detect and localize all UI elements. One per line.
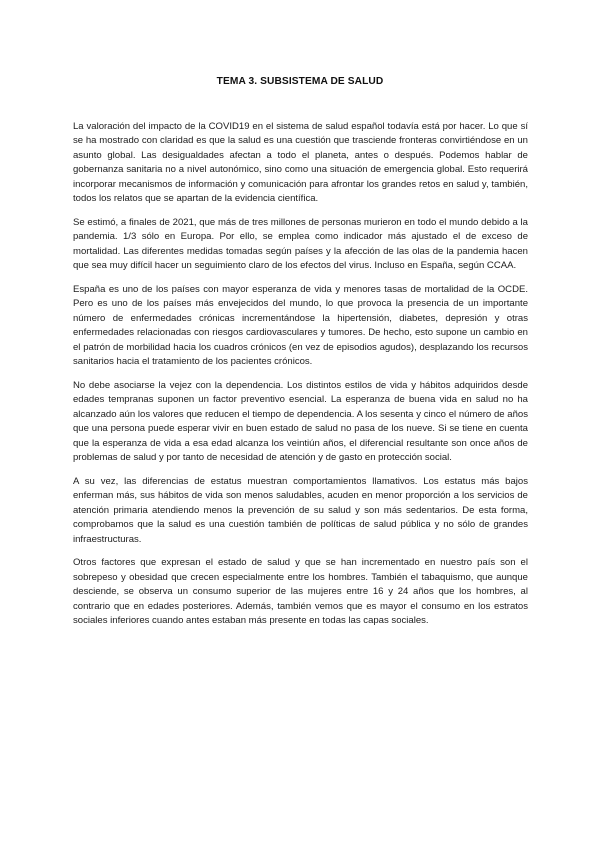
document-title: TEMA 3. SUBSISTEMA DE SALUD [216,76,384,87]
paragraph-mortality: Se estimó, a finales de 2021, que más de tres millones de personas murieron en todo el mundo debido a la pandemia. 1/3 sólo en Europa. Por ello, se emplea como indicador más ajustado el de exceso de mortalidad. Las diferentes medidas tomadas según países y la afección de las olas de la pandemia hacen que sea muy difícil hacer un seguimiento claro de los efectos del virus. Incluso en España, según CCAA. [73,216,528,272]
paragraph-aging-dependency: No debe asociarse la vejez con la dependencia. Los distintos estilos de vida y hábitos adquiridos desde edades tempranas suponen un factor preventivo esencial. La esperanza de buena vida en salud no ha alcanzado aún los valores que reducen el tiempo de dependencia. A los sesenta y cinco el número de años que una persona puede esperar vivir en buen estado de salud no pasa de los nueve. Si se tiene en cuenta que la esperanza de vida a esa edad alcanza los veintiún años, el diferencial resultante son once años de problemas de salud y por tanto de necesidad de atención y de gasto en protección social. [73,380,528,464]
paragraph-covid-impact: La valoración del impacto de la COVID19 en el sistema de salud español todavía está por hacer. Lo que sí se ha mostrado con claridad es que la salud es una cuestión que trasciende fronteras convirtiéndose en un asunto global. Las desigualdades afectan a todo el planeta, antes o después. Podemos hablar de gobernanza sanitaria no a nivel autonómico, sino como una situación de emergencia global. Esto requerirá incorporar mecanismos de información y comunicación para afrontar los grandes retos en salud y, también, todos los relatos que se apartan de la evidencia científica. [73,121,528,205]
paragraph-health-factors: Otros factores que expresan el estado de salud y que se han incrementado en nuestro país son el sobrepeso y obesidad que crecen especialmente entre los hombres. También el tabaquismo, que aunque desciende, se observa un consumo superior de las mujeres entre 16 y 24 años que los hombres, al contrario que en edades posteriores. Además, también vemos que es mayor el consumo en los estratos sociales inferiores cuando antes estaban más presente en todas las capas sociales. [73,557,528,627]
document-body [73,120,528,638]
paragraph-status-differences: A su vez, las diferencias de estatus muestran comportamientos llamativos. Los estatus más bajos enferman más, sus hábitos de vida son menos saludables, acuden en menor proporción a los servicios de atención primaria atendiendo menos la prevención de su salud y son más sedentarios. De esta forma, comprobamos que la salud es una cuestión también de políticas de salud pública y no sólo de grandes infraestructuras. [73,475,528,545]
paragraph-spain-life-expectancy: España es uno de los países con mayor esperanza de vida y menores tasas de mortalidad de la OCDE. Pero es uno de los países más envejecidos del mundo, lo que provoca la presencia de un importante número de enfermedades crónicas incrementándose la hipertensión, diabetes, depresión y otras enfermedades relacionadas con riesgos cardiovasculares y tumores. De hecho, esto supone un cambio en el patrón de morbilidad hacia los cuadros crónicos (en vez de episodios agudos), desplazando los recursos sanitarios hacia el tratamiento de los pacientes crónicos. [73,284,528,368]
